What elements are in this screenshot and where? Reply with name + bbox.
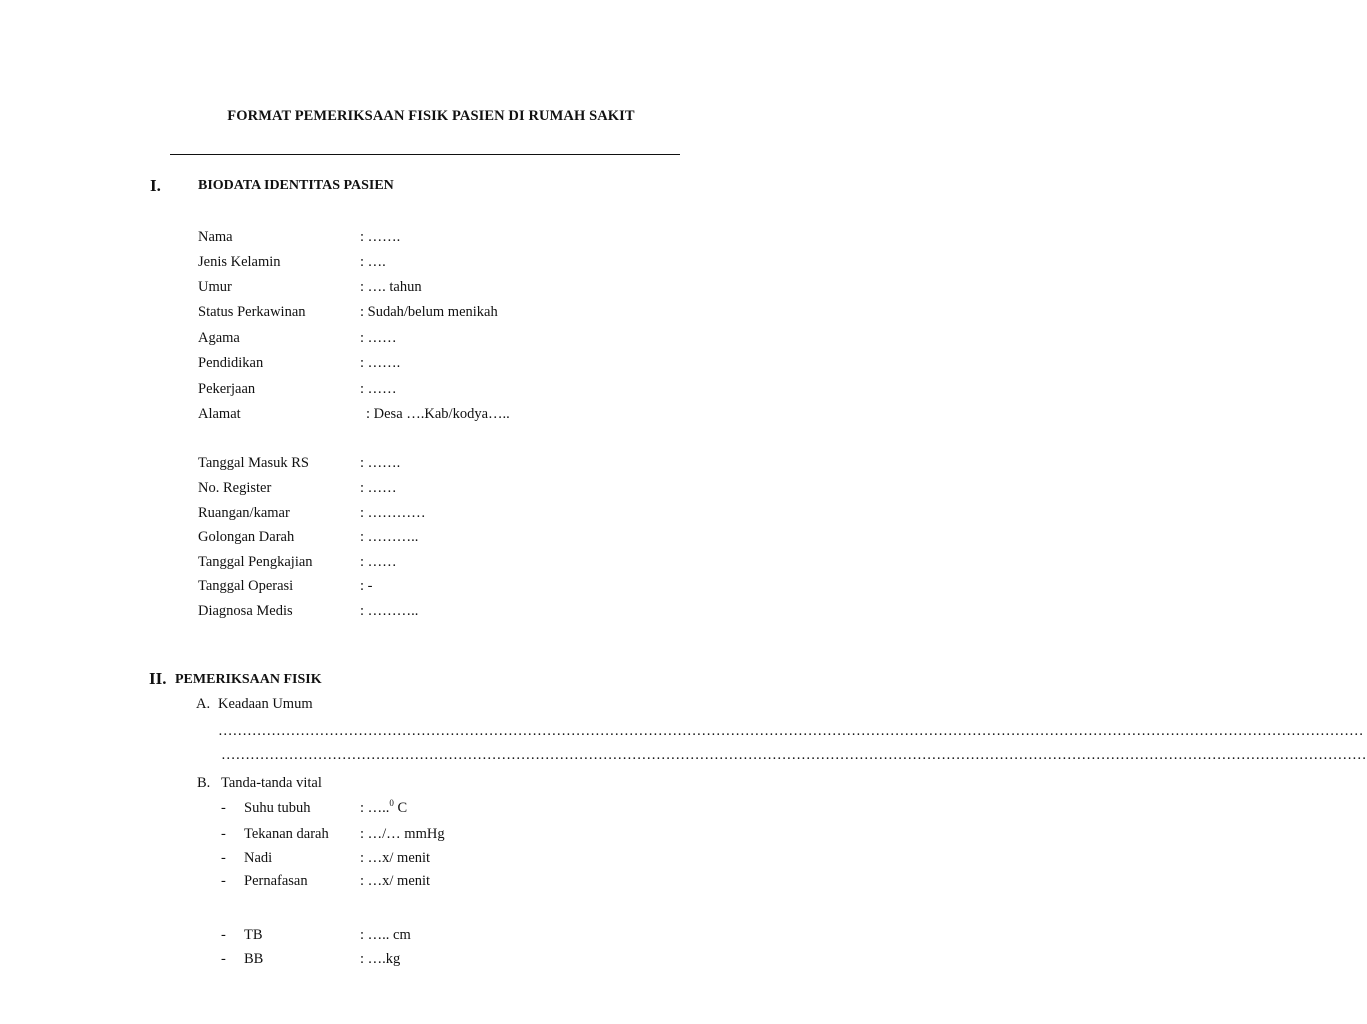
vital-label-suhu-tubuh: Suhu tubuh	[244, 800, 311, 816]
field-label-tanggal-masuk-rs: Tanggal Masuk RS	[198, 455, 309, 471]
field-value-jenis-kelamin: : ….	[360, 254, 386, 270]
field-value-pekerjaan: : ……	[360, 381, 397, 397]
vital-label-bb: BB	[244, 951, 264, 967]
field-label-agama: Agama	[198, 330, 240, 346]
vital-value-tekanan-darah: : …/… mmHg	[360, 826, 445, 842]
field-label-diagnosa-medis: Diagnosa Medis	[198, 603, 293, 619]
field-label-golongan-darah: Golongan Darah	[198, 529, 295, 545]
vital-label-tekanan-darah: Tekanan darah	[244, 826, 329, 842]
title-divider	[170, 154, 680, 155]
field-value-nama: : …….	[360, 229, 401, 245]
field-value-umur: : …. tahun	[360, 279, 422, 295]
field-label-pendidikan: Pendidikan	[198, 355, 264, 371]
vital-value-suhu-tubuh	[360, 800, 407, 817]
page-title: FORMAT PEMERIKSAAN FISIK PASIEN DI RUMAH SAKIT	[227, 108, 635, 124]
section-1-number: I.	[150, 176, 161, 195]
section-1-title: BIODATA IDENTITAS PASIEN	[198, 178, 394, 193]
subsection-b-marker: B.	[197, 775, 211, 791]
field-value-ruangan-kamar: : …………	[360, 505, 426, 521]
vital-value-nadi: : …x/ menit	[360, 850, 431, 866]
field-label-nama: Nama	[198, 229, 233, 245]
subsection-b-label: Tanda-tanda vital	[221, 775, 322, 791]
vital-label-nadi: Nadi	[244, 850, 273, 866]
field-label-tanggal-operasi: Tanggal Operasi	[198, 578, 294, 594]
vital-bullet: -	[221, 873, 226, 889]
field-value-pendidikan: : …….	[360, 355, 401, 371]
vital-value-bb: : ….kg	[360, 951, 401, 967]
vital-value-pernafasan: : …x/ menit	[360, 873, 431, 889]
field-label-pekerjaan: Pekerjaan	[198, 381, 256, 397]
field-value-alamat: : Desa ….Kab/kodya…..	[366, 406, 510, 422]
keadaan-umum-line-1: …………………………………………………………………………………………………………………………………………………………………………………………………………………	[218, 723, 1364, 739]
keadaan-umum-line-2: …………………………………………………………………………………………………………………………………………………………………………………………………………………	[221, 747, 1367, 763]
field-label-ruangan-kamar: Ruangan/kamar	[198, 505, 290, 521]
vital-bullet: -	[221, 951, 226, 967]
vital-bullet: -	[221, 850, 226, 866]
degree-superscript: 0	[389, 798, 394, 809]
vital-label-pernafasan: Pernafasan	[244, 873, 308, 889]
field-label-status-perkawinan: Status Perkawinan	[198, 304, 306, 320]
suhu-value-unit: C	[393, 800, 408, 816]
field-value-tanggal-masuk-rs: : …….	[360, 455, 401, 471]
vital-bullet: -	[221, 826, 226, 842]
vital-value-tb: : ….. cm	[360, 927, 411, 943]
field-value-no-register: : ……	[360, 480, 397, 496]
section-2-number: II.	[149, 669, 167, 688]
suhu-value-prefix: : …..	[360, 800, 390, 816]
field-value-tanggal-pengkajian: : ……	[360, 554, 397, 570]
section-2-title: PEMERIKSAAN FISIK	[175, 672, 322, 687]
field-label-umur: Umur	[198, 279, 232, 295]
field-label-alamat: Alamat	[198, 406, 241, 422]
vital-label-tb: TB	[244, 927, 263, 943]
vital-bullet: -	[221, 800, 226, 816]
subsection-a-label: Keadaan Umum	[218, 696, 313, 712]
field-value-agama: : ……	[360, 330, 397, 346]
vital-bullet: -	[221, 927, 226, 943]
subsection-a-marker: A.	[196, 696, 211, 712]
field-value-status-perkawinan: : Sudah/belum menikah	[360, 304, 498, 320]
field-label-no-register: No. Register	[198, 480, 272, 496]
field-label-tanggal-pengkajian: Tanggal Pengkajian	[198, 554, 313, 570]
field-label-jenis-kelamin: Jenis Kelamin	[198, 254, 281, 270]
field-value-tanggal-operasi: : -	[360, 578, 373, 594]
field-value-diagnosa-medis: : ………..	[360, 603, 419, 619]
field-value-golongan-darah: : ………..	[360, 529, 419, 545]
